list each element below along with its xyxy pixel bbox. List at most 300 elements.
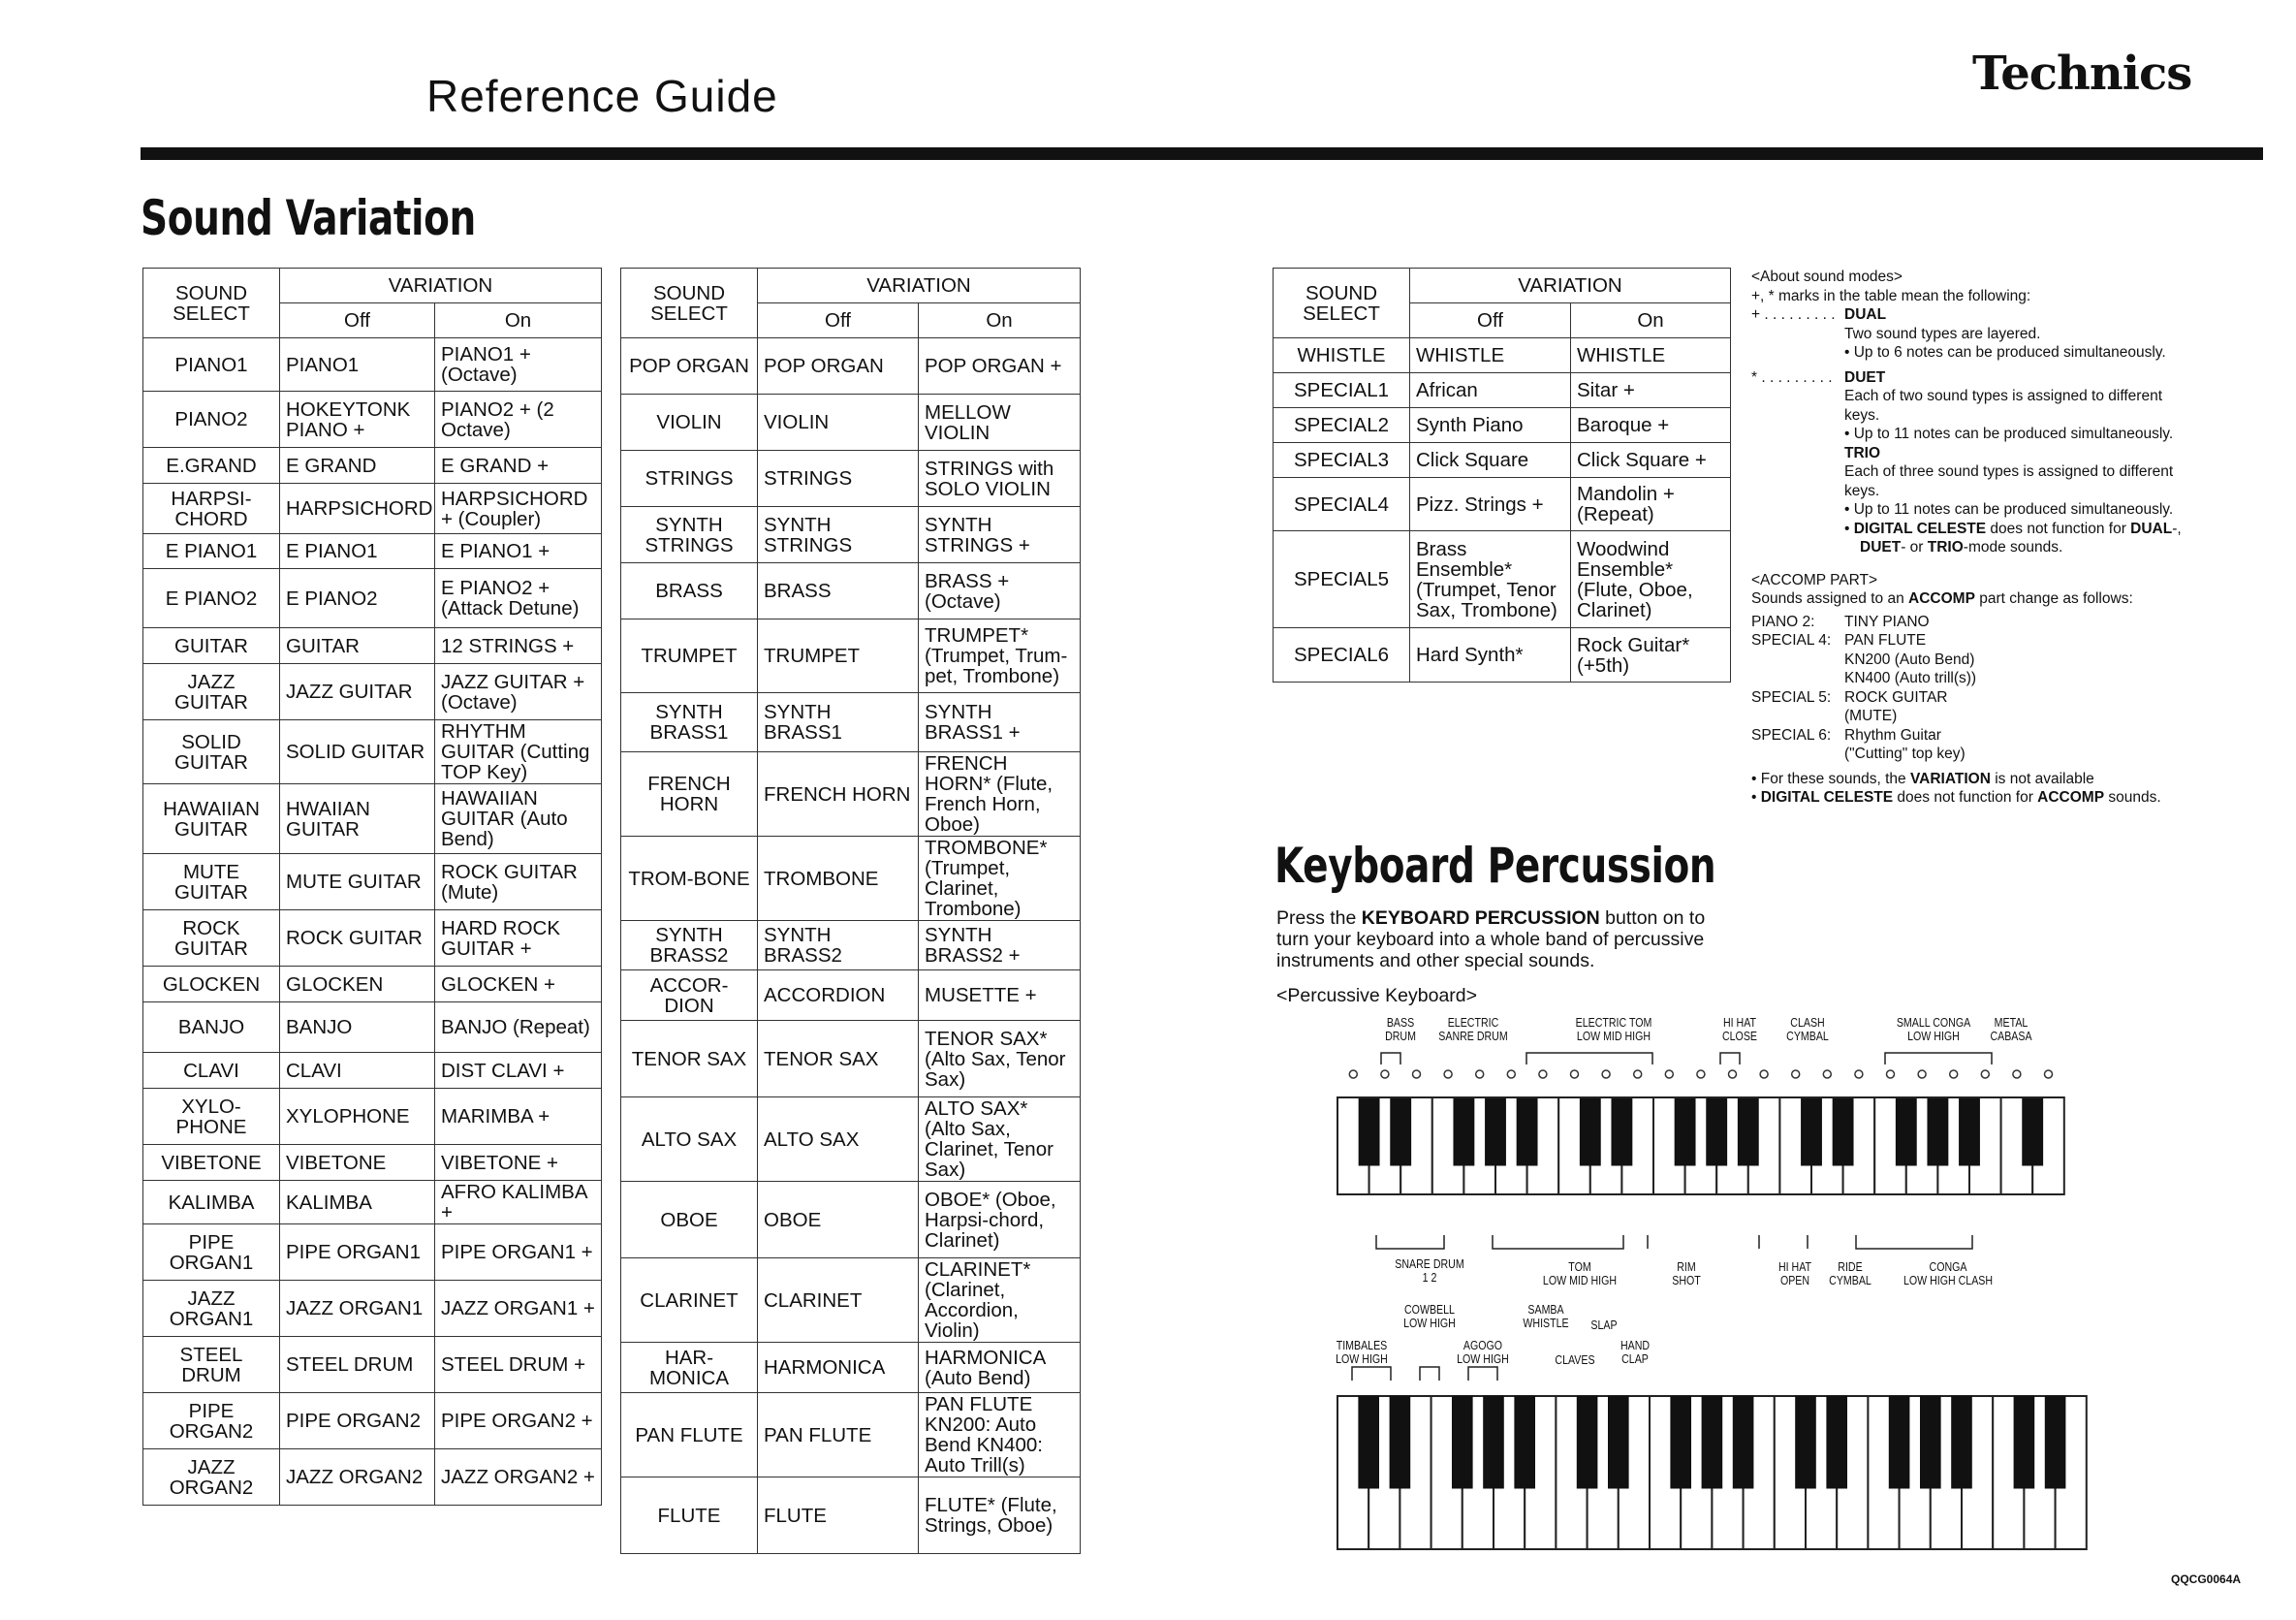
table-row (621, 451, 1081, 507)
black-key (1484, 1396, 1504, 1488)
trio-label: TRIO (1844, 444, 1881, 461)
variation-off-cell: OBOE (758, 1182, 919, 1258)
duet-desc-1: Each of two sound types is assigned to different (1844, 388, 2162, 404)
sound-select-cell: TROM-BONE (621, 837, 758, 921)
variation-on-cell: HARD ROCK GUITAR + (435, 910, 602, 967)
percussion-marker (1665, 1070, 1673, 1078)
black-key (1671, 1396, 1691, 1488)
sound-select-cell: SPECIAL1 (1274, 373, 1410, 408)
black-key (1733, 1396, 1753, 1488)
header-on: On (1571, 303, 1731, 338)
variation-off-cell: MUTE GUITAR (280, 854, 435, 910)
accomp-item: KN400 (Auto trill(s)) (1844, 670, 1977, 686)
label-metal-cabasa: METAL CABASA (1990, 1016, 2032, 1043)
variation-off-cell: HARPSICHORD (280, 484, 435, 534)
variation-off-cell: SOLID GUITAR (280, 720, 435, 784)
variation-off-cell: TROMBONE (758, 837, 919, 921)
variation-on-cell: E GRAND + (435, 448, 602, 484)
variation-on-cell: JAZZ ORGAN2 + (435, 1449, 602, 1506)
variation-on-cell: STRINGS with SOLO VIOLIN (919, 451, 1081, 507)
table-row (621, 395, 1081, 451)
about-intro: +, * marks in the table mean the following: (1751, 287, 2031, 304)
label-electric-tom: ELECTRIC TOM LOW MID HIGH (1575, 1016, 1652, 1043)
variation-on-cell: 12 STRINGS + (435, 628, 602, 664)
trio-bullet: • Up to 11 notes can be produced simultaneously. (1844, 501, 2174, 518)
table-row (143, 1449, 602, 1506)
sound-select-cell: KALIMBA (143, 1181, 280, 1224)
sound-select-cell: TENOR SAX (621, 1021, 758, 1097)
label-agogo: AGOGO LOW HIGH (1457, 1339, 1509, 1366)
variation-on-cell: TENOR SAX* (Alto Sax, Tenor Sax) (919, 1021, 1081, 1097)
table-row (143, 1089, 602, 1145)
table-row (143, 1181, 602, 1224)
black-key (1391, 1097, 1411, 1165)
sound-select-cell: HARPSI-CHORD (143, 484, 280, 534)
variation-off-cell: HOKEYTONK PIANO + (280, 392, 435, 448)
header-off: Off (758, 303, 919, 338)
dual-bullet: • Up to 6 notes can be produced simultaneously. (1844, 344, 2166, 361)
variation-on-cell: HARPSICHORD + (Coupler) (435, 484, 602, 534)
variation-on-cell: DIST CLAVI + (435, 1053, 602, 1089)
table-row (621, 693, 1081, 752)
table-row (621, 507, 1081, 563)
variation-off-cell: HWAIIAN GUITAR (280, 784, 435, 854)
variation-off-cell: Click Square (1410, 443, 1571, 478)
sound-select-cell: ACCOR-DION (621, 970, 758, 1021)
brand-logo: Technics (1972, 47, 2192, 101)
sound-select-cell: TRUMPET (621, 619, 758, 693)
sound-select-cell: OBOE (621, 1182, 758, 1258)
black-key (1707, 1097, 1727, 1165)
sound-select-cell: FRENCH HORN (621, 752, 758, 837)
table-row (143, 392, 602, 448)
accomp-item: SPECIAL 5: ROCK GUITAR (1751, 688, 1948, 706)
accomp-item: (MUTE) (1844, 708, 1898, 724)
celeste-note: • DIGITAL CELESTE does not function for DUAL-, (1844, 520, 2182, 537)
black-key (1952, 1396, 1972, 1488)
sound-variation-title: Sound Variation (141, 190, 476, 246)
sound-select-cell: SOLID GUITAR (143, 720, 280, 784)
variation-on-cell: Rock Guitar* (+5th) (1571, 628, 1731, 683)
table-row (1274, 531, 1731, 628)
page-title: Reference Guide (426, 71, 778, 121)
table-row (1274, 338, 1731, 373)
variation-off-cell: PIPE ORGAN2 (280, 1393, 435, 1449)
variation-off-cell: GUITAR (280, 628, 435, 664)
black-key (1612, 1097, 1632, 1165)
accomp-item: PIANO 2: TINY PIANO (1751, 613, 1930, 630)
sound-select-cell: PIANO2 (143, 392, 280, 448)
variation-on-cell: HAWAIIAN GUITAR (Auto Bend) (435, 784, 602, 854)
keyboard-percussion-intro: Press the KEYBOARD PERCUSSION button on to turn your keyboard into a whole band of percussive instruments and other special sounds. (1276, 907, 1706, 971)
variation-on-cell: WHISTLE (1571, 338, 1731, 373)
percussion-marker (1444, 1070, 1452, 1078)
percussion-marker (1413, 1070, 1421, 1078)
black-key (1928, 1097, 1948, 1165)
variation-on-cell: STEEL DRUM + (435, 1337, 602, 1393)
percussion-keyboard-1 (1333, 1043, 2079, 1276)
sound-select-cell: JAZZ GUITAR (143, 664, 280, 720)
variation-off-cell: XYLOPHONE (280, 1089, 435, 1145)
black-key (1515, 1396, 1535, 1488)
sound-select-cell: PIPE ORGAN1 (143, 1224, 280, 1281)
celeste-footnote: • DIGITAL CELESTE does not function for ACCOMP sounds. (1751, 789, 2161, 806)
variation-on-cell: FRENCH HORN* (Flute, French Horn, Oboe) (919, 752, 1081, 837)
table-row (143, 1393, 602, 1449)
black-key (1738, 1097, 1758, 1165)
sound-select-cell: GUITAR (143, 628, 280, 664)
variation-off-cell: E PIANO1 (280, 534, 435, 569)
variation-on-cell: TROMBONE* (Trumpet, Clarinet, Trombone) (919, 837, 1081, 921)
percussion-keyboard-2 (1333, 1355, 2098, 1554)
percussion-marker (1697, 1070, 1705, 1078)
table-row (143, 484, 602, 534)
percussive-keyboard-label: <Percussive Keyboard> (1276, 985, 1478, 1006)
sound-select-cell: SPECIAL3 (1274, 443, 1410, 478)
label-bracket (1526, 1053, 1652, 1064)
variation-on-cell: PIANO2 + (2 Octave) (435, 392, 602, 448)
variation-on-cell: POP ORGAN + (919, 338, 1081, 395)
black-key (1454, 1097, 1474, 1165)
table-row (621, 338, 1081, 395)
variation-off-cell: HARMONICA (758, 1343, 919, 1393)
plus-mark: + . . . . . . . . . (1751, 306, 1836, 323)
percussion-marker (1571, 1070, 1579, 1078)
sound-select-cell: SPECIAL4 (1274, 478, 1410, 531)
sound-select-cell: SYNTH STRINGS (621, 507, 758, 563)
table-row (143, 910, 602, 967)
table-row (143, 1145, 602, 1181)
variation-on-cell: Mandolin + (Repeat) (1571, 478, 1731, 531)
table-row (143, 784, 602, 854)
table-row (143, 448, 602, 484)
variation-on-cell: PIPE ORGAN1 + (435, 1224, 602, 1281)
variation-on-cell: PAN FLUTE KN200: Auto Bend KN400: Auto Trill(s) (919, 1393, 1081, 1477)
dual-desc: Two sound types are layered. (1844, 325, 2041, 342)
label-bracket (1720, 1053, 1740, 1064)
black-key (2014, 1396, 2034, 1488)
sound-select-cell: STEEL DRUM (143, 1337, 280, 1393)
sound-select-cell: PIPE ORGAN2 (143, 1393, 280, 1449)
variation-off-cell: BANJO (280, 1002, 435, 1053)
duet-label: DUET (1844, 368, 1886, 386)
header-rule (141, 147, 2263, 160)
variation-off-cell: WHISTLE (1410, 338, 1571, 373)
black-key (1702, 1396, 1722, 1488)
label-cowbell: COWBELL LOW HIGH (1403, 1303, 1456, 1330)
sound-select-cell: SYNTH BRASS2 (621, 921, 758, 970)
variation-off-cell: GLOCKEN (280, 967, 435, 1002)
sound-select-cell: SYNTH BRASS1 (621, 693, 758, 752)
label-rim-shot: RIM SHOT (1672, 1260, 1701, 1287)
variation-off-cell: TENOR SAX (758, 1021, 919, 1097)
variation-off-cell: STEEL DRUM (280, 1337, 435, 1393)
black-key (1359, 1396, 1379, 1488)
variation-off-cell: Synth Piano (1410, 408, 1571, 443)
keyboard-percussion-title: Keyboard Percussion (1274, 838, 1716, 894)
table-row (143, 628, 602, 664)
percussion-marker (1887, 1070, 1895, 1078)
header-off: Off (1410, 303, 1571, 338)
sound-select-cell: PAN FLUTE (621, 1393, 758, 1477)
table-row (143, 1224, 602, 1281)
table-row (143, 534, 602, 569)
accomp-item: KN200 (Auto Bend) (1844, 651, 1975, 668)
percussion-marker (1729, 1070, 1737, 1078)
variation-on-cell: E PIANO1 + (435, 534, 602, 569)
label-slap: SLAP (1590, 1318, 1618, 1332)
table-row (621, 1097, 1081, 1182)
variation-off-cell: SYNTH BRASS1 (758, 693, 919, 752)
label-tom: TOM LOW MID HIGH (1542, 1260, 1618, 1287)
variation-off-cell: SYNTH BRASS2 (758, 921, 919, 970)
sound-variation-table-1 (142, 268, 602, 1506)
star-mark: * . . . . . . . . . (1751, 368, 1833, 386)
percussion-marker (1950, 1070, 1958, 1078)
sound-select-cell: JAZZ ORGAN1 (143, 1281, 280, 1337)
variation-off-cell: Pizz. Strings + (1410, 478, 1571, 531)
table-row (143, 569, 602, 628)
variation-off-cell: Hard Synth* (1410, 628, 1571, 683)
label-bracket (1493, 1235, 1623, 1249)
sound-select-cell: E.GRAND (143, 448, 280, 484)
sound-select-cell: SPECIAL5 (1274, 531, 1410, 628)
sound-select-cell: ROCK GUITAR (143, 910, 280, 967)
variation-on-cell: E PIANO2 + (Attack Detune) (435, 569, 602, 628)
black-key (1608, 1396, 1628, 1488)
label-bracket (1381, 1053, 1400, 1064)
variation-on-cell: BANJO (Repeat) (435, 1002, 602, 1053)
variation-off-cell: BRASS (758, 563, 919, 619)
label-bracket (1856, 1235, 1972, 1249)
label-bracket (1352, 1367, 1391, 1381)
variation-on-cell: GLOCKEN + (435, 967, 602, 1002)
black-key (1827, 1396, 1847, 1488)
percussion-marker (1507, 1070, 1515, 1078)
variation-off-cell: ALTO SAX (758, 1097, 919, 1182)
black-key (1486, 1097, 1506, 1165)
black-key (1896, 1097, 1916, 1165)
variation-off-cell: FLUTE (758, 1477, 919, 1554)
percussion-marker (1918, 1070, 1926, 1078)
variation-off-cell: PIANO1 (280, 338, 435, 392)
table-row (621, 619, 1081, 693)
label-hihat-close: HI HAT CLOSE (1721, 1016, 1758, 1043)
variation-off-cell: JAZZ ORGAN2 (280, 1449, 435, 1506)
about-title: <About sound modes> (1751, 269, 1903, 285)
percussion-marker (1634, 1070, 1642, 1078)
black-key (1390, 1396, 1410, 1488)
variation-on-cell: MUSETTE + (919, 970, 1081, 1021)
header-variation: VARIATION (758, 269, 1081, 303)
label-bracket (1420, 1367, 1439, 1381)
table-row (1274, 373, 1731, 408)
label-bracket (1376, 1235, 1444, 1249)
variation-on-cell: SYNTH BRASS2 + (919, 921, 1081, 970)
percussion-marker (1381, 1070, 1389, 1078)
variation-on-cell: RHYTHM GUITAR (Cutting TOP Key) (435, 720, 602, 784)
table-row (143, 1281, 602, 1337)
table-row (621, 1021, 1081, 1097)
variation-off-cell: ROCK GUITAR (280, 910, 435, 967)
table-row (143, 664, 602, 720)
table-row (143, 967, 602, 1002)
percussion-marker (2013, 1070, 2021, 1078)
variation-off-cell: VIBETONE (280, 1145, 435, 1181)
variation-on-cell: ROCK GUITAR (Mute) (435, 854, 602, 910)
label-timbales: TIMBALES LOW HIGH (1336, 1339, 1388, 1366)
sound-select-cell: PIANO1 (143, 338, 280, 392)
percussion-marker (1981, 1070, 1989, 1078)
black-key (1889, 1396, 1909, 1488)
percussion-marker (1602, 1070, 1610, 1078)
table-row (621, 837, 1081, 921)
black-key (2023, 1097, 2043, 1165)
table-row (621, 970, 1081, 1021)
header-variation: VARIATION (280, 269, 602, 303)
variation-off-cell: KALIMBA (280, 1181, 435, 1224)
sound-select-cell: STRINGS (621, 451, 758, 507)
variation-on-cell: Click Square + (1571, 443, 1731, 478)
percussion-marker (1349, 1070, 1357, 1078)
sound-select-cell: BANJO (143, 1002, 280, 1053)
accomp-item: ("Cutting" top key) (1844, 746, 1966, 762)
table-row (621, 1258, 1081, 1343)
variation-on-cell: JAZZ ORGAN1 + (435, 1281, 602, 1337)
sound-select-cell: MUTE GUITAR (143, 854, 280, 910)
variation-on-cell: Sitar + (1571, 373, 1731, 408)
variation-off-cell: E GRAND (280, 448, 435, 484)
header-on: On (435, 303, 602, 338)
variation-on-cell: Baroque + (1571, 408, 1731, 443)
header-off: Off (280, 303, 435, 338)
variation-off-cell: African (1410, 373, 1571, 408)
table-row (1274, 628, 1731, 683)
variation-on-cell: PIPE ORGAN2 + (435, 1393, 602, 1449)
variation-on-cell: SYNTH STRINGS + (919, 507, 1081, 563)
sound-select-cell: FLUTE (621, 1477, 758, 1554)
variation-on-cell: Woodwind Ensemble* (Flute, Oboe, Clarinet) (1571, 531, 1731, 628)
sound-select-cell: HAR-MONICA (621, 1343, 758, 1393)
table-row (143, 854, 602, 910)
sound-select-cell: WHISTLE (1274, 338, 1410, 373)
variation-on-cell: JAZZ GUITAR + (Octave) (435, 664, 602, 720)
variation-off-cell: SYNTH STRINGS (758, 507, 919, 563)
label-hihat-open: HI HAT OPEN (1777, 1260, 1812, 1287)
table-row (143, 1337, 602, 1393)
variation-on-cell: AFRO KALIMBA + (435, 1181, 602, 1224)
black-key (1517, 1097, 1537, 1165)
variation-off-cell: CLAVI (280, 1053, 435, 1089)
sound-select-cell: SPECIAL2 (1274, 408, 1410, 443)
sound-mode-notes: <About sound modes> +, * marks in the table mean the following: + . . . . . . . . . DUAL Two sound types are layered. • Up to 6 notes can be produced simultaneously. * . . . . . . . . . DUET Each of two sound types is assigned to different keys. • Up to 11 notes can be produced simultaneously. TRIO Each of three sound types is assigned to different keys. • Up to 11 notes can be produced simultaneously. • DIGITAL CELESTE does not function for DUAL-, DUET- or TRIO-mode sounds. <ACCOMP PART> Sounds assigned to an ACCOMP part change as follows: PIANO 2: TINY PIANO SPECIAL 4: PAN FLUTE KN200 (Auto Bend) KN400 (Auto trill(s)) SPECIAL 5: ROCK GUITAR (MUTE) SPECIAL 6: Rhythm Guitar ("Cutting" top key) • For these sounds, the VARIATION is not available • DIGITAL CELESTE does not function for ACCOMP sounds. (1751, 269, 2182, 806)
variation-off-cell: CLARINET (758, 1258, 919, 1343)
variation-off-cell: JAZZ GUITAR (280, 664, 435, 720)
accomp-title: <ACCOMP PART> (1751, 571, 1878, 588)
percussion-marker (2045, 1070, 2053, 1078)
variation-off-cell: POP ORGAN (758, 338, 919, 395)
header-sound-select: SOUND SELECT (1274, 269, 1410, 338)
variation-off-cell: STRINGS (758, 451, 919, 507)
sound-select-cell: VIBETONE (143, 1145, 280, 1181)
trio-desc-1: Each of three sound types is assigned to different (1844, 463, 2174, 480)
black-key (1577, 1396, 1597, 1488)
variation-off-cell: E PIANO2 (280, 569, 435, 628)
black-key (1580, 1097, 1600, 1165)
label-samba-whistle: SAMBA WHISTLE (1523, 1303, 1569, 1330)
percussion-marker (1792, 1070, 1800, 1078)
header-on: On (919, 303, 1081, 338)
percussion-marker (1823, 1070, 1831, 1078)
percussion-marker (1760, 1070, 1768, 1078)
header-sound-select: SOUND SELECT (621, 269, 758, 338)
table-row (1274, 478, 1731, 531)
variation-on-cell: VIBETONE + (435, 1145, 602, 1181)
black-key (1920, 1396, 1940, 1488)
variation-off-cell: ACCORDION (758, 970, 919, 1021)
accomp-list (1751, 613, 2182, 764)
sound-select-cell: VIOLIN (621, 395, 758, 451)
table-row (621, 1393, 1081, 1477)
table-row (621, 563, 1081, 619)
black-key (1796, 1396, 1816, 1488)
variation-off-cell: JAZZ ORGAN1 (280, 1281, 435, 1337)
table-row (1274, 443, 1731, 478)
label-conga: CONGA LOW HIGH CLASH (1903, 1260, 1994, 1287)
table-row (621, 1477, 1081, 1554)
sound-select-cell: GLOCKEN (143, 967, 280, 1002)
black-key (1802, 1097, 1822, 1165)
sound-select-cell: E PIANO2 (143, 569, 280, 628)
accomp-item: SPECIAL 4: PAN FLUTE (1751, 632, 1927, 649)
table-row (143, 1053, 602, 1089)
label-bass-drum: BASS DRUM (1385, 1016, 1416, 1043)
sound-select-cell: XYLO-PHONE (143, 1089, 280, 1145)
table-row (143, 720, 602, 784)
table-row (621, 1182, 1081, 1258)
percussion-marker (1476, 1070, 1484, 1078)
variation-footnote: • For these sounds, the VARIATION is not available (1751, 770, 2094, 787)
label-bracket (1468, 1367, 1497, 1381)
dual-label: DUAL (1844, 306, 1887, 323)
variation-on-cell: MELLOW VIOLIN (919, 395, 1081, 451)
label-snare-drum: SNARE DRUM 1 2 (1395, 1257, 1464, 1285)
sound-select-cell: CLARINET (621, 1258, 758, 1343)
variation-on-cell: MARIMBA + (435, 1089, 602, 1145)
variation-off-cell: VIOLIN (758, 395, 919, 451)
label-clash-cymbal: CLASH CYMBAL (1786, 1016, 1829, 1043)
variation-on-cell: HARMONICA (Auto Bend) (919, 1343, 1081, 1393)
trio-desc-2: keys. (1844, 482, 1880, 499)
variation-on-cell: SYNTH BRASS1 + (919, 693, 1081, 752)
label-claves: CLAVES (1555, 1353, 1595, 1367)
label-bracket (1885, 1053, 1992, 1064)
sound-variation-table-2 (620, 268, 1081, 1554)
sound-select-cell: ALTO SAX (621, 1097, 758, 1182)
duet-bullet: • Up to 11 notes can be produced simultaneously. (1844, 426, 2174, 442)
accomp-intro: Sounds assigned to an ACCOMP part change as follows: (1751, 590, 2133, 607)
sound-select-cell: JAZZ ORGAN2 (143, 1449, 280, 1506)
table-row (621, 1343, 1081, 1393)
header-variation: VARIATION (1410, 269, 1731, 303)
table-row (621, 921, 1081, 970)
sound-select-cell: CLAVI (143, 1053, 280, 1089)
variation-off-cell: PIPE ORGAN1 (280, 1224, 435, 1281)
table-row (143, 338, 602, 392)
accomp-item: SPECIAL 6: Rhythm Guitar (1751, 726, 1941, 744)
variation-on-cell: ALTO SAX* (Alto Sax, Clarinet, Tenor Sax) (919, 1097, 1081, 1182)
sound-select-cell: POP ORGAN (621, 338, 758, 395)
